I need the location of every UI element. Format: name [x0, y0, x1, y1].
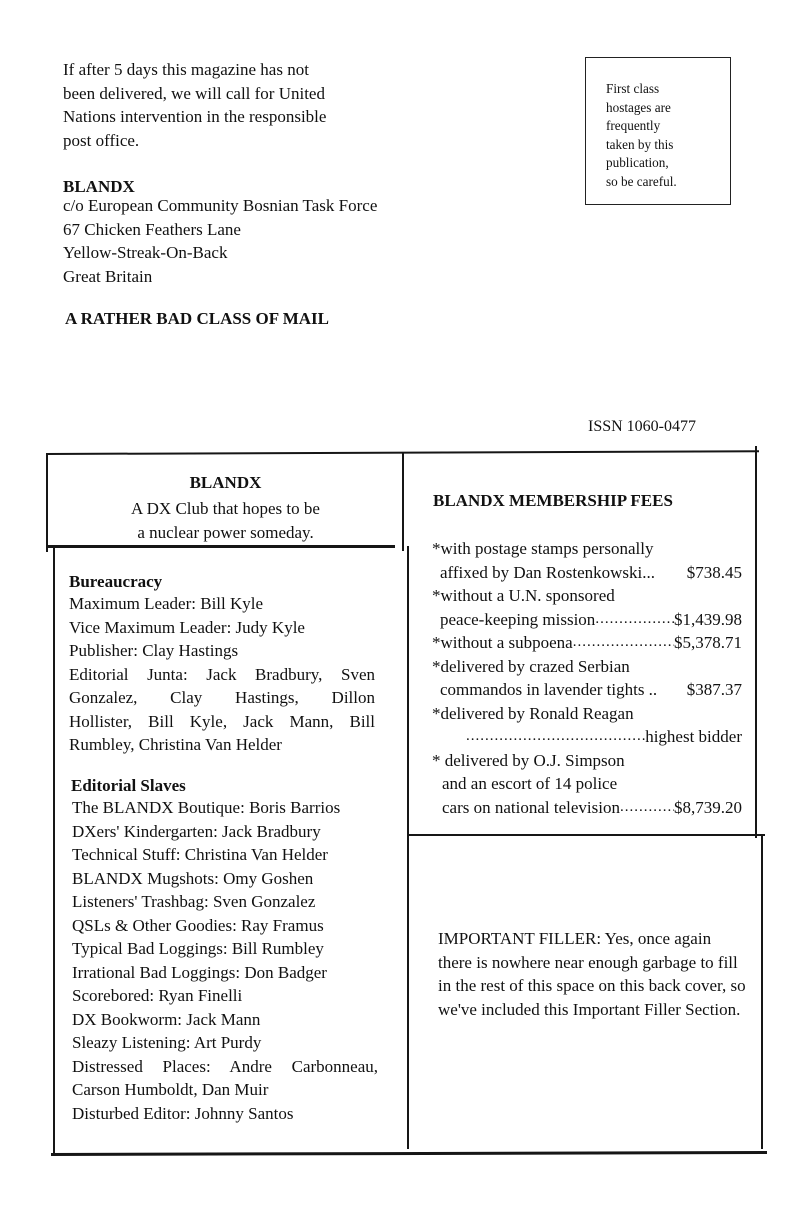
- issn-number: ISSN 1060-0477: [588, 418, 697, 435]
- fee-line: *with postage stamps personally: [432, 539, 654, 558]
- bureaucracy-list: [69, 592, 375, 757]
- stamp-line: First class: [606, 81, 660, 96]
- staff-line: Disturbed Editor: Johnny Santos: [72, 1103, 294, 1123]
- fee-line: *without a U.N. sponsored: [432, 586, 615, 605]
- address-line: Yellow-Streak-On-Back: [63, 243, 228, 262]
- staff-line: BLANDX Mugshots: Omy Goshen: [72, 868, 314, 888]
- staff-line: Publisher: Clay Hastings: [69, 641, 239, 660]
- fee-line: *delivered by Ronald Reagan: [432, 703, 634, 723]
- fee-dot-leader: [620, 796, 674, 820]
- fee-line: [432, 678, 742, 702]
- box-bottom-rule: [51, 1151, 767, 1155]
- staff-line: Listeners' Trashbag: Sven Gonzalez: [72, 892, 316, 911]
- club-title: BLANDX: [189, 473, 262, 492]
- fees-heading: BLANDX MEMBERSHIP FEES: [433, 491, 673, 510]
- editorial-slaves-list: [72, 796, 378, 1125]
- notice-line: been delivered, we will call for United: [63, 83, 325, 103]
- fees-list: [432, 537, 742, 819]
- staff-line: DXers' Kindergarten: Jack Bradbury: [72, 821, 321, 841]
- fees-divider: [409, 834, 765, 836]
- staff-line: Rumbley, Christina Van Helder: [69, 735, 282, 754]
- fee-line: [432, 631, 742, 655]
- staff-line: Vice Maximum Leader: Judy Kyle: [69, 617, 305, 637]
- staff-line: Sleazy Listening: Art Purdy: [72, 1033, 262, 1052]
- club-tagline: [48, 497, 403, 544]
- stamp-box: [585, 57, 731, 205]
- box-left-rule-lower: [53, 546, 55, 1154]
- notice-line: Nations intervention in the responsible: [63, 107, 327, 126]
- fee-description: commandos in lavender tights ..: [440, 680, 658, 699]
- club-header-divider: [46, 545, 395, 548]
- staff-line: The BLANDX Boutique: Boris Barrios: [72, 798, 341, 817]
- address-block: [63, 194, 377, 288]
- stamp-line: hostages are: [606, 99, 671, 115]
- staff-line: Carson Humboldt, Dan Muir: [72, 1080, 269, 1099]
- stamp-line: publication,: [606, 155, 669, 171]
- address-line: 67 Chicken Feathers Lane: [63, 219, 241, 239]
- important-filler-text: IMPORTANT FILLER: Yes, once again there is nowhere near enough garbage to fill in the rest of this space on this back cover, so we've included this Important Filler Section.: [438, 929, 746, 1019]
- stamp-line: taken by this: [606, 136, 674, 152]
- staff-line: Editorial Junta: Jack Bradbury, Sven: [69, 664, 375, 684]
- fee-price: $8,739.20: [674, 797, 742, 817]
- staff-line: Hollister, Bill Kyle, Jack Mann, Bill: [69, 711, 375, 731]
- address-name: BLANDX: [63, 177, 135, 196]
- column-divider-lower: [407, 546, 409, 1149]
- fee-price: highest bidder: [645, 727, 742, 746]
- staff-line: Scorebored: Ryan Finelli: [72, 986, 243, 1005]
- fee-description: *without a subpoena: [432, 633, 573, 652]
- fee-line: [432, 561, 742, 585]
- address-line: c/o European Community Bosnian Task Force: [63, 196, 378, 215]
- club-tagline-line: A DX Club that hopes to be: [131, 499, 320, 518]
- fee-line: *delivered by crazed Serbian: [432, 656, 630, 676]
- fee-price: $5,378.71: [674, 633, 742, 652]
- staff-line: Typical Bad Loggings: Bill Rumbley: [72, 939, 324, 958]
- stamp-line: so be careful.: [606, 173, 677, 189]
- staff-line: Distressed Places: Andre Carbonneau,: [72, 1056, 378, 1076]
- delivery-notice: [63, 58, 326, 152]
- fee-line: [432, 725, 742, 749]
- fee-description: affixed by Dan Rostenkowski...: [440, 562, 655, 582]
- bureaucracy-heading: Bureaucracy: [69, 572, 163, 591]
- fee-line: [432, 796, 742, 820]
- box-right-rule-lower: [761, 834, 763, 1149]
- fee-dot-leader: [573, 631, 674, 655]
- fee-line: [432, 608, 742, 632]
- editorial-slaves-heading: Editorial Slaves: [71, 776, 186, 795]
- staff-line: DX Bookworm: Jack Mann: [72, 1009, 261, 1029]
- box-right-rule: [755, 446, 757, 838]
- fee-price: $738.45: [686, 562, 742, 582]
- fee-dot-leader: [466, 725, 645, 749]
- club-tagline-line: a nuclear power someday.: [137, 522, 314, 542]
- fee-dot-leader: [595, 608, 674, 632]
- fee-price: $1,439.98: [674, 609, 742, 629]
- fee-description: cars on national television: [442, 797, 620, 817]
- notice-line: post office.: [63, 130, 140, 150]
- notice-line: If after 5 days this magazine has not: [63, 60, 309, 79]
- staff-line: Technical Stuff: Christina Van Helder: [72, 845, 328, 864]
- address-line: Great Britain: [63, 266, 153, 286]
- staff-line: Maximum Leader: Bill Kyle: [69, 594, 264, 613]
- fee-price: $387.37: [686, 680, 742, 699]
- stamp-line: frequently: [606, 118, 661, 134]
- fee-line: and an escort of 14 police: [442, 774, 618, 793]
- staff-line: Gonzalez, Clay Hastings, Dillon: [69, 688, 375, 707]
- mail-class-headline: A RATHER BAD CLASS OF MAIL: [65, 309, 330, 328]
- fee-line: * delivered by O.J. Simpson: [432, 750, 625, 770]
- staff-line: Irrational Bad Loggings: Don Badger: [72, 962, 327, 982]
- staff-line: QSLs & Other Goodies: Ray Framus: [72, 915, 324, 935]
- fee-description: peace-keeping mission: [440, 609, 596, 629]
